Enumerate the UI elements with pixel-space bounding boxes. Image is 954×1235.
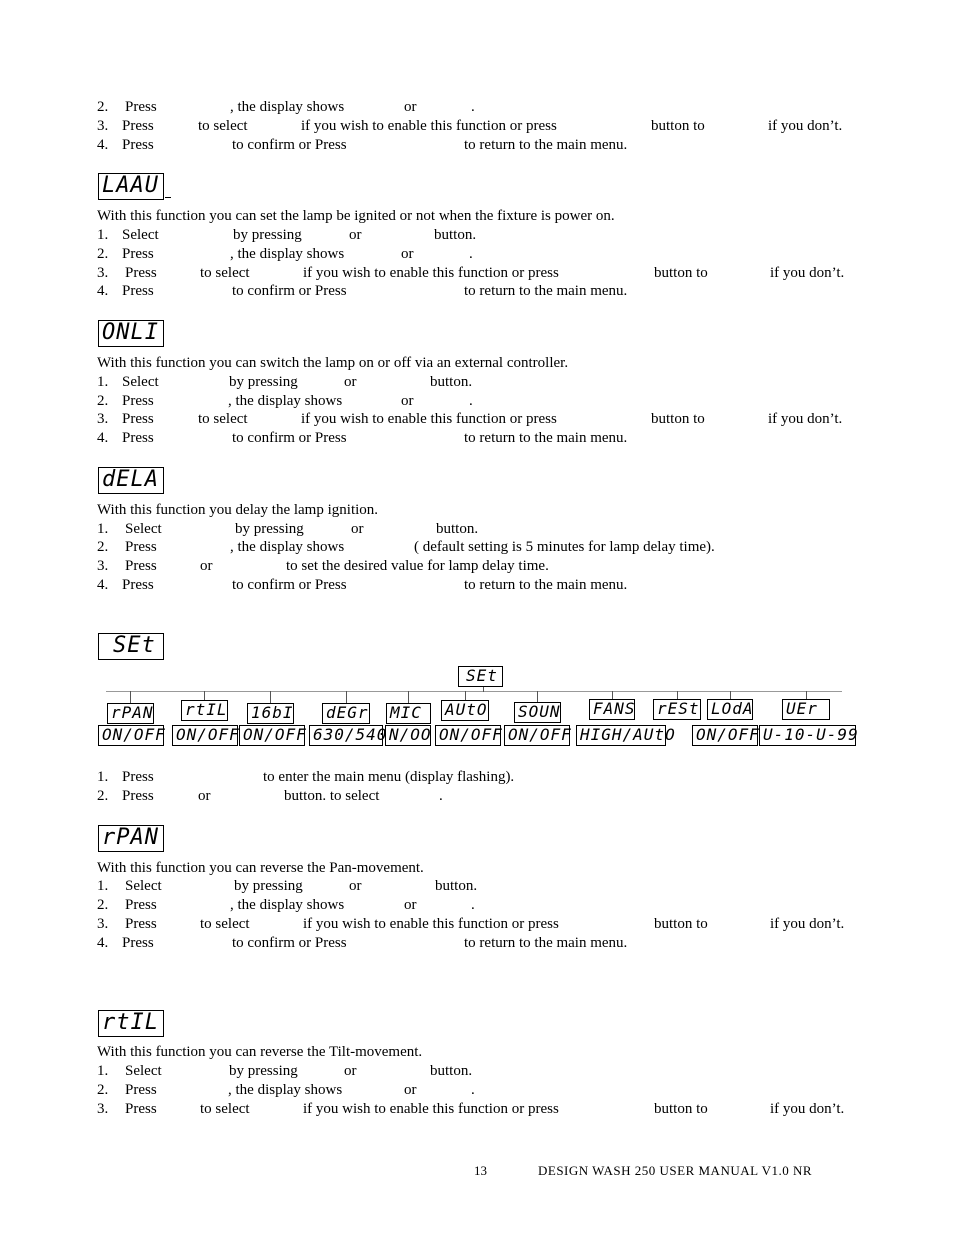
- lcd-menu-value: 630/540: [309, 725, 383, 746]
- underscore-mark: [165, 197, 171, 198]
- footer-title: DESIGN WASH 250 USER MANUAL V1.0 NR: [538, 1163, 813, 1178]
- lcd-menu-code: rtIL: [181, 700, 228, 721]
- lcd-menu-code: dEGr: [322, 703, 370, 724]
- tree-branch: [730, 691, 731, 699]
- lcd-menu-value: ON/OFF: [172, 725, 238, 746]
- lcd-dela: dELA: [98, 467, 164, 494]
- lcd-menu-code: AUtO: [441, 700, 489, 721]
- lcd-set-top: SEt: [458, 666, 503, 687]
- lcd-menu-code: UEr: [782, 699, 830, 720]
- lcd-menu-code: FANS: [589, 699, 635, 720]
- tree-branch: [408, 691, 409, 703]
- lcd-menu-value: ON/OFF: [692, 725, 758, 746]
- lcd-menu-code: 16bI: [247, 703, 294, 724]
- lcd-laau: LAAU: [98, 173, 164, 200]
- tree-branch: [612, 691, 613, 699]
- page-number: 13: [474, 1163, 487, 1178]
- lcd-set: SEt: [98, 633, 164, 660]
- tree-branch: [346, 691, 347, 703]
- lcd-menu-value: U-10-U-99: [759, 725, 856, 746]
- dela-description: With this function you delay the lamp ignition.: [97, 502, 379, 518]
- tree-line: [106, 691, 842, 692]
- tree-branch: [204, 691, 205, 700]
- onli-description: With this function you can switch the lamp on or off via an external controller.: [97, 355, 569, 371]
- lcd-menu-code: rESt: [653, 699, 701, 720]
- lcd-menu-value: HIGH/AUtO: [576, 725, 666, 746]
- lcd-menu-value: ON/OFF: [504, 725, 570, 746]
- tree-branch: [130, 691, 131, 703]
- tree-stem: [483, 687, 484, 692]
- lcd-menu-value: N/OO: [385, 725, 431, 746]
- lcd-menu-value: ON/OFF: [435, 725, 501, 746]
- tree-branch: [270, 691, 271, 703]
- lcd-menu-code: MIC: [386, 703, 431, 724]
- tree-branch: [537, 691, 538, 702]
- rpan-description: With this function you can reverse the Pan-movement.: [97, 860, 424, 876]
- lcd-rtil: rtIL: [98, 1010, 164, 1037]
- laau-description: With this function you can set the lamp be ignited or not when the fixture is power on.: [97, 208, 615, 224]
- lcd-onli: ONLI: [98, 320, 164, 347]
- lcd-menu-value: ON/OFF: [98, 725, 164, 746]
- tree-branch: [677, 691, 678, 699]
- rtil-description: With this function you can reverse the Tilt-movement.: [97, 1044, 423, 1060]
- lcd-menu-value: ON/OFF: [239, 725, 305, 746]
- lcd-menu-code: rPAN: [107, 703, 154, 724]
- lcd-rpan: rPAN: [98, 825, 164, 852]
- tree-branch: [465, 691, 466, 700]
- tree-branch: [806, 691, 807, 699]
- lcd-menu-code: SOUN: [514, 702, 561, 723]
- lcd-menu-code: LOdA: [707, 699, 753, 720]
